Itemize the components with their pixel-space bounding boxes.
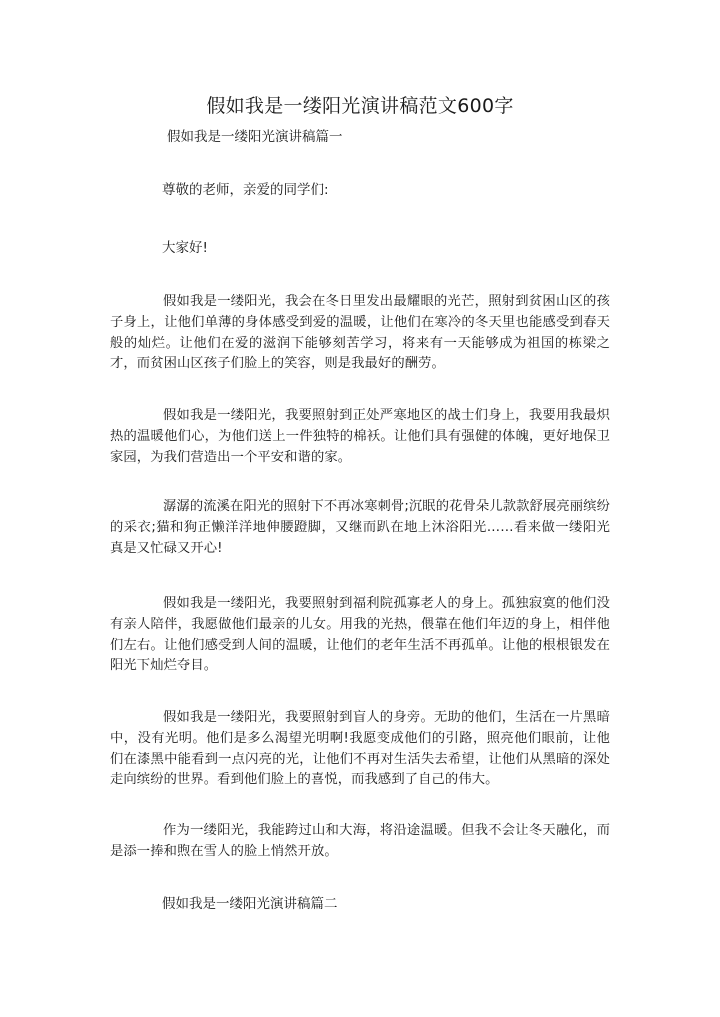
paragraph-6: 作为一缕阳光，我能跨过山和大海，将沿途温暖。但我不会让冬天融化，而是添一捧和煦在雪人的脸上悄然开放。 <box>110 823 610 859</box>
paragraph-3: 潺潺的流溪在阳光的照射下不再冰寒刺骨;沉眠的花骨朵儿款款舒展亮丽缤纷的采衣;猫和狗正懒洋洋地伸腰蹬脚，又继而趴在地上沐浴阳光……看来做一缕阳光真是又忙碌又开心! <box>110 499 610 556</box>
paragraph-1: 假如我是一缕阳光，我会在冬日里发出最耀眼的光芒，照射到贫困山区的孩子身上，让他们单薄的身体感受到爱的温暖，让他们在寒冷的冬天里也能感受到春天般的灿烂。让他们在爱的滋润下能够刻苦学习，将来有一天能够成为祖国的栋梁之才，而贫困山区孩子们脸上的笑容，则是我最好的酬劳。 <box>110 294 610 372</box>
greeting: 大家好! <box>162 240 208 256</box>
paragraph-5: 假如我是一缕阳光，我要照射到盲人的身旁。无助的他们，生活在一片黑暗中，没有光明。他们是多么渴望光明啊!我愿变成他们的引路，照亮他们眼前，让他们在漆黑中能看到一点闪亮的光，让他们不再对生活失去希望，让他们从黑暗的深处走向缤纷的世界。看到他们脸上的喜悦，而我感到了自己的伟大。 <box>110 710 610 788</box>
section-heading-2: 假如我是一缕阳光演讲稿篇二 <box>162 896 338 912</box>
page-title: 假如我是一缕阳光演讲稿范文600字 <box>206 95 514 117</box>
section-heading-1: 假如我是一缕阳光演讲稿篇一 <box>167 129 343 145</box>
paragraph-4: 假如我是一缕阳光，我要照射到福利院孤寡老人的身上。孤独寂寞的他们没有亲人陪伴，我愿做他们最亲的儿女。用我的光热，偎靠在他们年迈的身上，相伴他们左右。让他们感受到人间的温暖，让他们的老年生活不再孤单。让他的根根银发在阳光下灿烂夺目。 <box>110 596 610 674</box>
paragraph-2: 假如我是一缕阳光，我要照射到正处严寒地区的战士们身上，我要用我最炽热的温暖他们心，为他们送上一件独特的棉袄。让他们具有强健的体魄，更好地保卫家园，为我们营造出一个平安和谐的家。 <box>110 408 610 465</box>
salutation: 尊敬的老师，亲爱的同学们: <box>162 182 329 198</box>
